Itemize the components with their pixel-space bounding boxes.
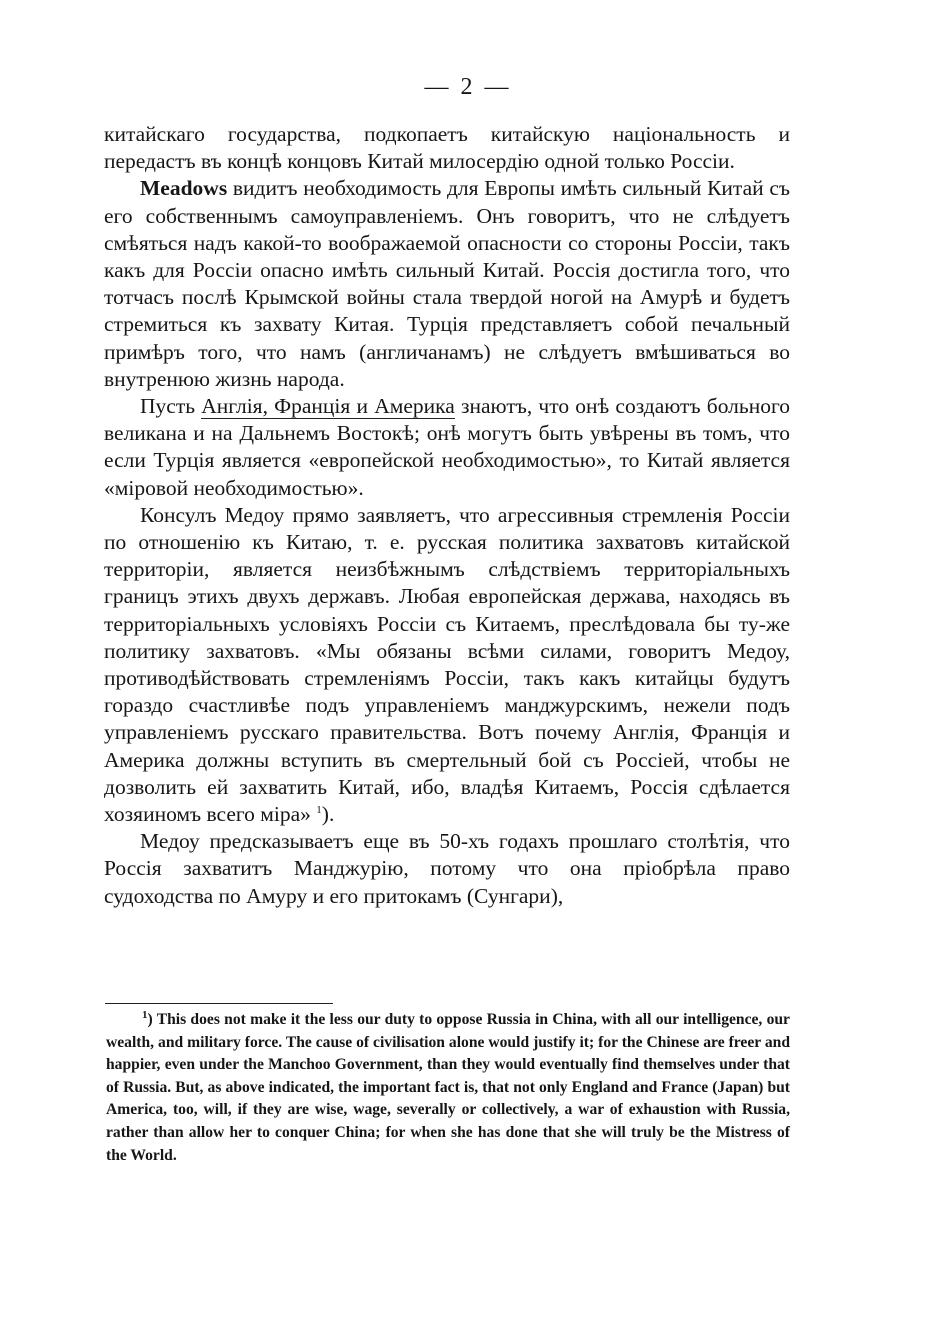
footnote: [106, 1009, 790, 1167]
footnote-marker-paren: ): [147, 1011, 153, 1028]
paragraph-4-tail: ).: [321, 802, 335, 827]
footnote-reference[interactable]: 1: [316, 803, 322, 816]
main-text: [104, 121, 790, 910]
underlined-countries: Англія, Франція и Америка: [201, 394, 455, 419]
footnote-marker: 1: [142, 1008, 148, 1021]
paragraph-3: [104, 393, 790, 502]
paragraph-1: китайскаго государства, подкопаетъ китайскую національность и передастъ въ концѣ концовъ Китай милосердію одной только Россіи.: [104, 122, 790, 174]
page-number: — 2 —: [424, 74, 512, 100]
paragraph-3-lead: Пусть: [140, 394, 202, 419]
paragraph-2: [104, 175, 790, 393]
author-name: Meadows: [140, 176, 228, 201]
footnote-text: This does not make it the less our duty to oppose Russia in China, with all our intelligence, our wealth, and military force. The cause of civilisation alone would justify it; for the Chinese are freer and happier, even under the Manchoo Government, than they would eventually find themselves under that of Russia. But, as above indicated, the important fact is, that not only England and France (Japan) but America, too, will, if they are wise, wage, severally or collectively, a war of exhaustion with Russia, rather than allow her to conquer China; for when she has done that she will truly be the Mistress of the World.: [106, 1011, 790, 1164]
footnote-divider: [105, 1003, 333, 1004]
paragraph-4-text: Консулъ Медоу прямо заявляетъ, что агрессивныя стремленія Россіи по отношенію къ Китаю, т. е. русская политика захватовъ китайской территоріи, является неизбѣжнымъ слѣдствіемъ территоріальныхъ границъ этихъ двухъ державъ. Любая европейская держава, находясь въ территоріальныхъ условіяхъ Россіи съ Китаемъ, преслѣдовала бы ту-же политику захватовъ. «Мы обязаны всѣми силами, говоритъ Медоу, противодѣйствовать стремленіямъ Россіи, такъ какъ китайцы будутъ гораздо счастливѣе подъ управленіемъ манджурскимъ, нежели подъ управленіемъ русскаго правительства. Вотъ почему Англія, Франція и Америка должны вступить въ смертельный бой съ Россіей, чтобы не дозволить ей захватить Китай, ибо, владѣя Китаемъ, Россія сдѣлается хозяиномъ всего міра»: [104, 502, 790, 827]
paragraph-2-text: видитъ необходимость для Европы имѣть сильный Китай съ его собственнымъ самоуправленіемъ. Онъ говоритъ, что не слѣдуетъ смѣяться надъ какой-то воображаемой опасности со стороны Россіи, такъ какъ для Россіи опасно имѣть сильный Китай. Россія достигла того, что тотчасъ послѣ Крымской войны стала твердой ногой на Амурѣ и будетъ стремиться къ захвату Китая. Турція представляетъ собой печальный примѣръ того, что намъ (англичанамъ) не слѣдуетъ вмѣшиваться во внутренюю жизнь народа.: [104, 176, 790, 391]
paragraph-5: Медоу предсказываетъ еще въ 50-хъ годахъ прошлаго столѣтія, что Россія захватитъ Манджурію, потому что она пріобрѣла право судоходства по Амуру и его притокамъ (Сунгари),: [104, 829, 790, 908]
paragraph-3-text: знаютъ, что онѣ создаютъ больного великана и на Дальнемъ Востокѣ; онѣ могутъ быть увѣрены въ томъ, что если Турція является «европейской необходимостью», то Китай является «міровой необходимостью».: [104, 394, 790, 500]
paragraph-4: [104, 502, 790, 828]
